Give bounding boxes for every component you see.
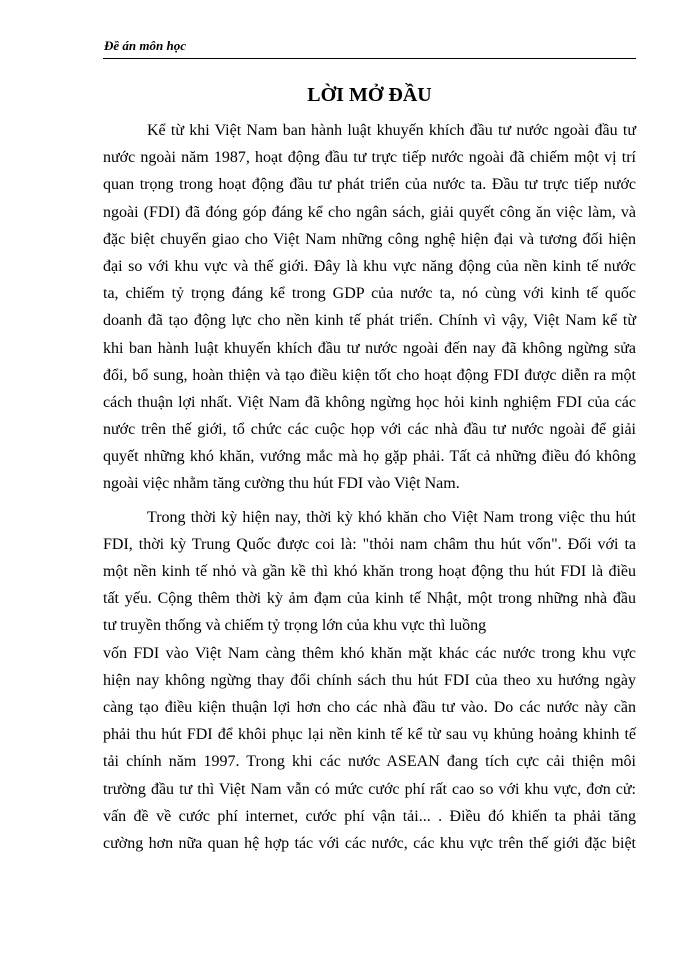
paragraph-1-line: Kể từ khi Việt Nam ban hành luật khuyến khích đầu tư nước ngoài đầu tư (147, 122, 636, 139)
paragraph-2-line: FDI, thời kỳ Trung Quốc được coi là: "thỏi nam châm thu hút vốn". Đối với ta (103, 535, 636, 553)
paragraph-2-line: tư truyền thống và chiếm tỷ trọng lớn của khu vực thì luồng (103, 617, 487, 635)
paragraph-1-line: quan trọng trong hoạt động đầu tư phát triển của nước ta. Đầu tư trực tiếp nước (103, 176, 636, 194)
paragraph-2-line: tất yếu. Cộng thêm thời kỳ ảm đạm của kinh tế Nhật, một trong những nhà đầu (103, 590, 636, 608)
paragraph-2-line: cường hơn nữa quan hệ hợp tác với các nước, các khu vực trên thế giới đặc biệt (103, 834, 636, 852)
paragraph-1-line: quyết những khó khăn, vướng mắc mà họ gặp phải. Tất cả những điều đó không (103, 448, 636, 466)
paragraph-2-line: tải chính năm 1997. Trong khi các nước ASEAN đang tích cực cải thiện môi (103, 753, 636, 771)
paragraph-2-line: phải thu hút FDI để khôi phục lại nền kinh tế kể từ sau vụ khủng hoảng khinh tế (103, 726, 636, 744)
paragraph-2-line: trường đầu tư thì Việt Nam vẫn có mức cước phí rất cao so với khu vực, đơn cử: (103, 780, 636, 798)
paragraph-1-line: nước trên thế giới, tổ chức các cuộc họp với các nhà đầu tư nước ngoài để giải (103, 421, 636, 439)
header-divider (103, 58, 636, 59)
paragraph-2-line: càng tạo điều kiện thuận lợi hơn cho các nhà đầu tư vào. Do các nước này cần (103, 698, 636, 716)
body-text (103, 117, 636, 857)
paragraph-1-line: ngoài việc nhằm tăng cường thu hút FDI vào Việt Nam. (103, 475, 460, 493)
paragraph-2-line: vốn FDI vào Việt Nam càng thêm khó khăn mặt khác các nước trong khu vực (103, 644, 636, 662)
paragraph-1-line: cách thuận lợi nhất. Việt Nam đã không ngừng học hỏi kinh nghiệm FDI của các (103, 393, 636, 411)
paragraph-1-line: nước ngoài năm 1987, hoạt động đầu tư trực tiếp nước ngoài đã chiếm một vị trí (103, 149, 636, 167)
paragraph-2-line: hiện nay không ngừng thay đổi chính sách thu hút FDI của theo xu hướng ngày (103, 671, 636, 689)
paragraph-1-line: ngoài (FDI) đã đóng góp đáng kể cho ngân sách, giải quyết công ăn việc làm, và (103, 203, 636, 221)
paragraph-2-line: một nền kinh tế nhỏ và gần kề thì khó khăn trong hoạt động thu hút FDI là điều (103, 563, 636, 580)
paragraph-2-line: Trong thời kỳ hiện nay, thời kỳ khó khăn cho Việt Nam trong việc thu hút (147, 508, 636, 526)
page-header: Đề án môn học (104, 38, 186, 53)
paragraph-2-line: vấn đề về cước phí internet, cước phí vận tải... . Điều đó khiến ta phải tăng (103, 807, 636, 825)
paragraph-1-line: khi ban hành luật khuyến khích đầu tư nước ngoài đến nay đã không ngừng sửa (103, 339, 636, 357)
paragraph-1-line: đại so với khu vực và thế giới. Đây là khu vực năng động của nền kinh tế nước (103, 257, 636, 275)
paragraph-1-line: doanh đã tạo động lực cho nền kinh tế phát triển. Chính vì vậy, Việt Nam kể từ (103, 312, 636, 330)
paragraph-1-line: đặc biệt chuyển giao cho Việt Nam những công nghệ hiện đại và tương đối hiện (103, 230, 636, 248)
paragraph-1-line: đổi, bổ sung, hoàn thiện và tạo điều kiện tốt cho hoạt động FDI được diễn ra một (103, 366, 636, 384)
paragraph-1-line: ta, chiếm tỷ trọng đáng kể trong GDP của nước ta, nó cùng với kinh tế quốc (103, 285, 636, 303)
page-title: LỜI MỞ ĐẦU (307, 84, 432, 106)
